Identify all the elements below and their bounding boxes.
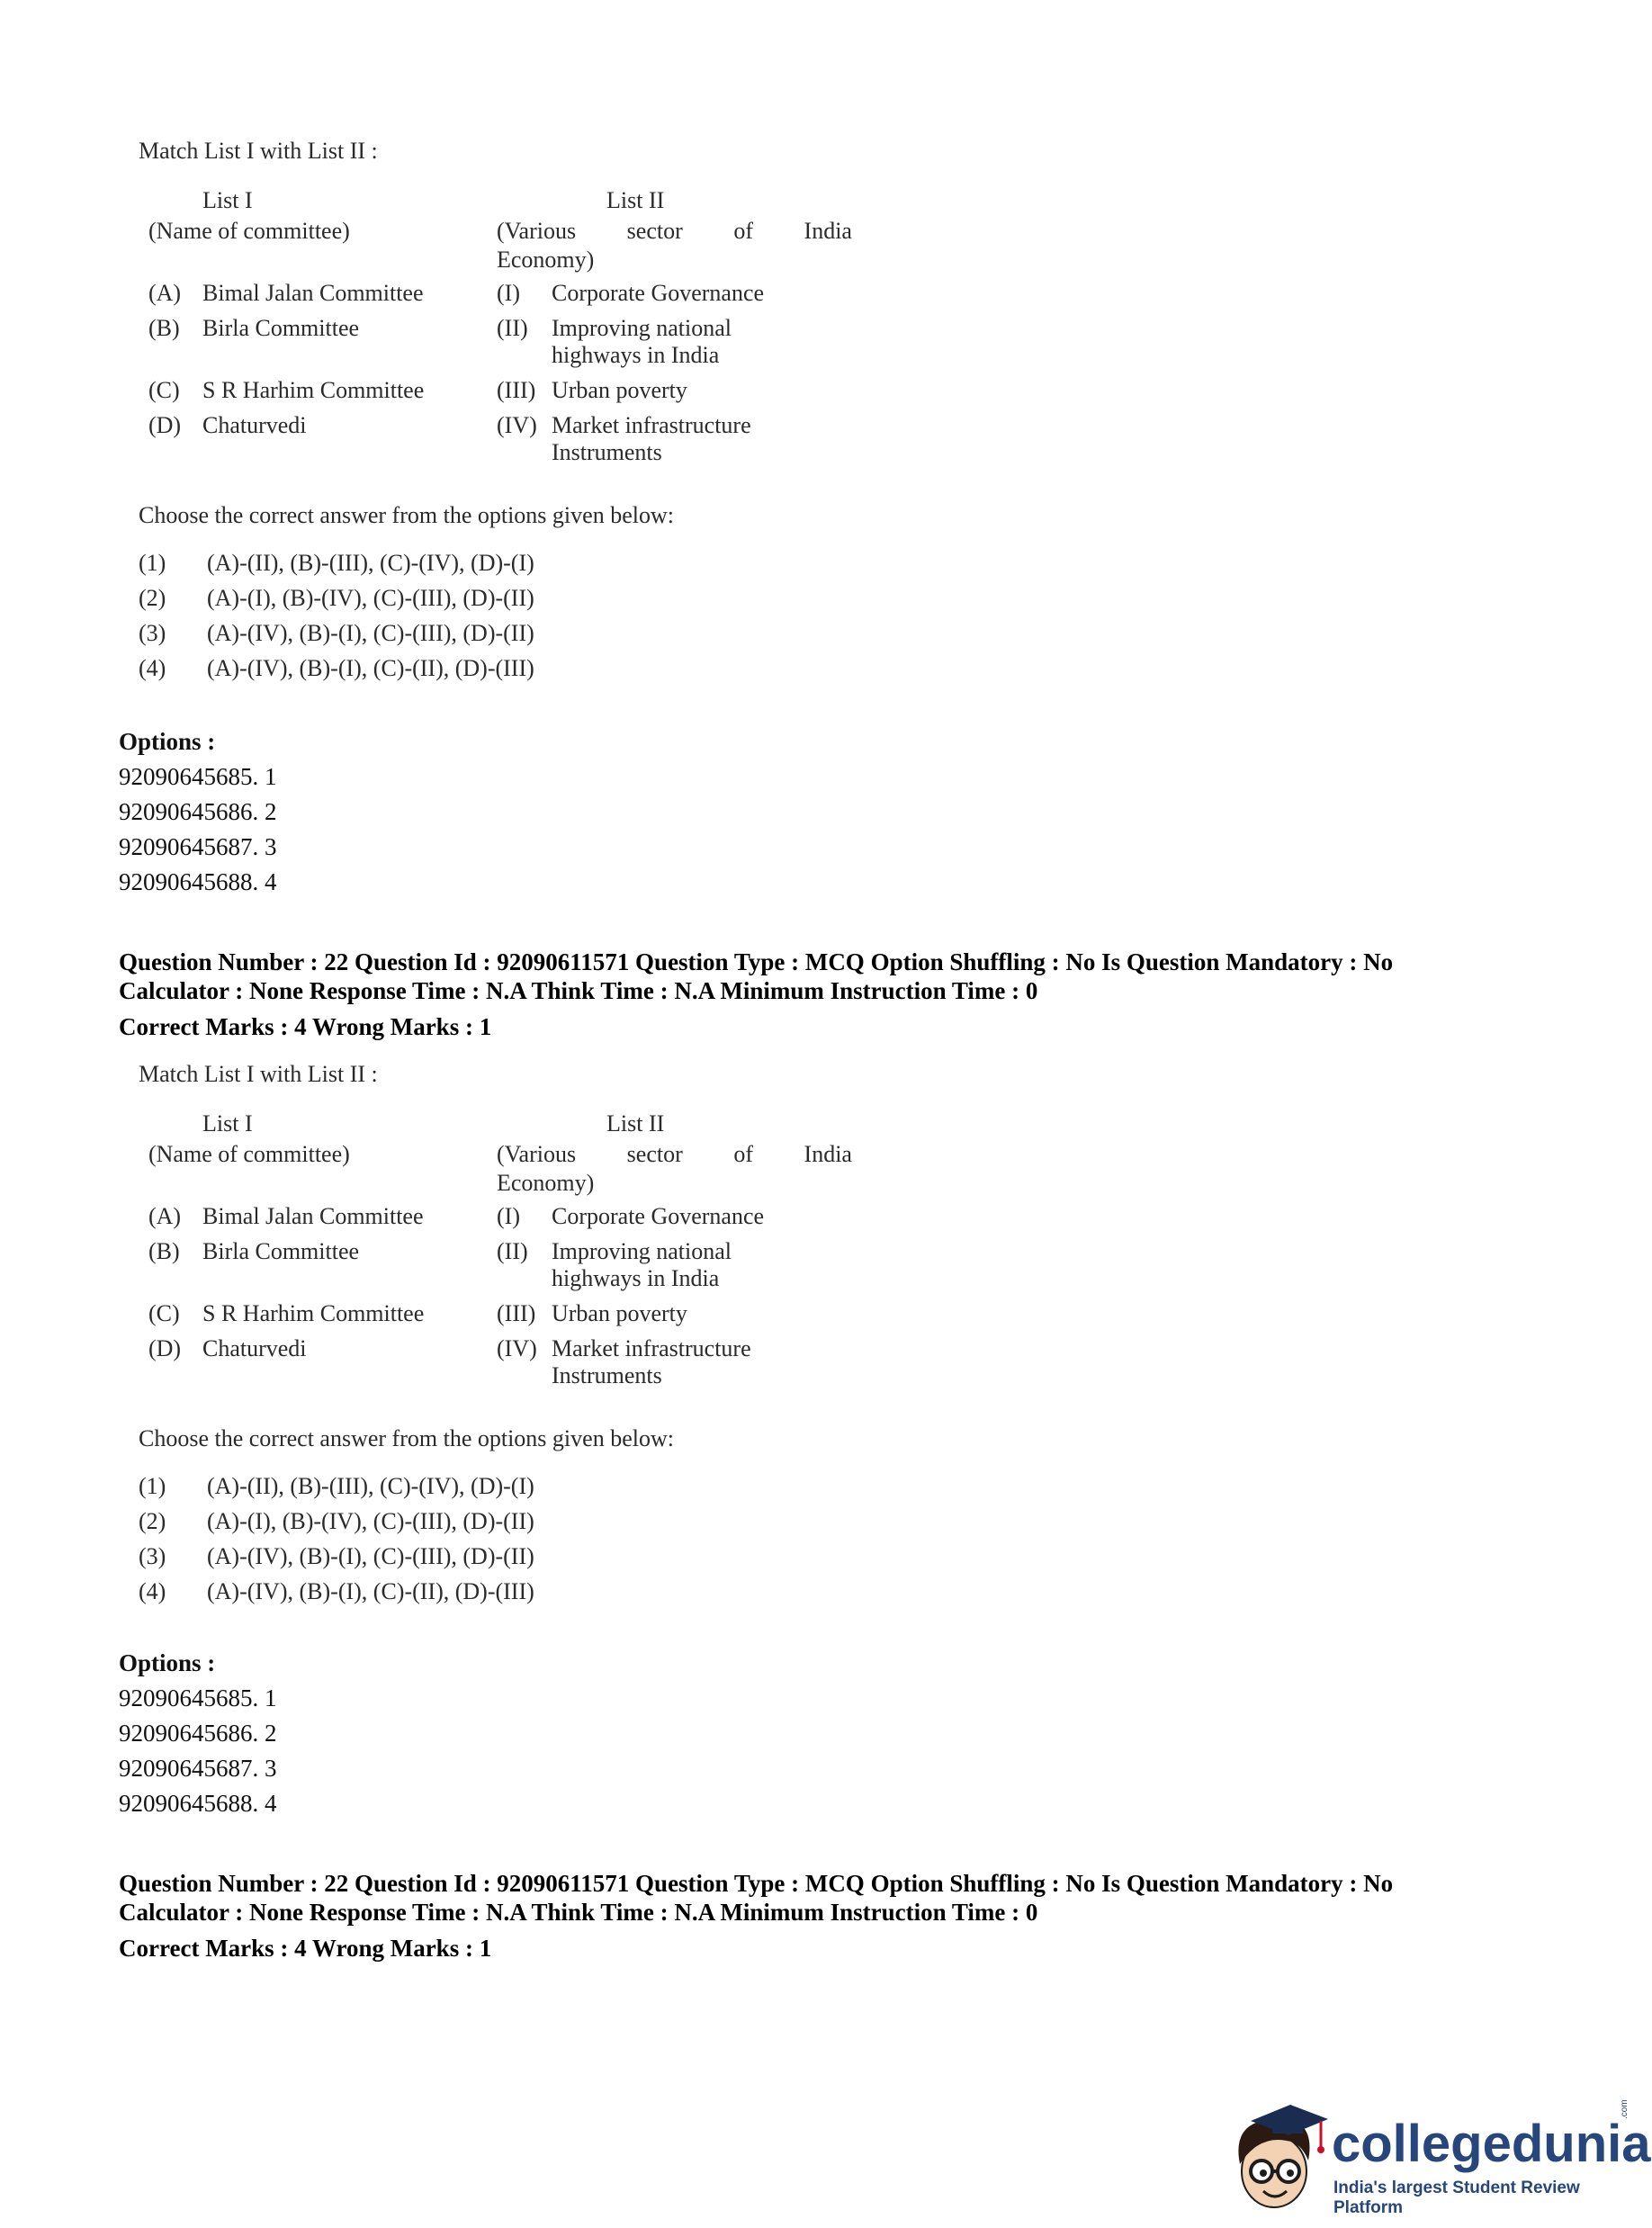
question-image-2 — [119, 1058, 1540, 1616]
options-list-1 — [119, 724, 1540, 900]
row-iv-text: Market infrastructure — [552, 412, 751, 438]
option-item: 92090645687. 3 — [119, 1755, 277, 1782]
list2-subtitle-word: India — [804, 218, 852, 244]
list2-subtitle-word: (Various — [497, 1141, 577, 1167]
option-item: 92090645686. 2 — [119, 798, 277, 825]
option-item: 92090645685. 1 — [119, 1684, 277, 1711]
question-intro: Match List I with List II : — [139, 1061, 378, 1087]
list2-subtitle-word: of — [733, 1141, 753, 1167]
list2-subtitle-line2: Economy) — [497, 1170, 595, 1196]
row-iv-code: (IV) — [497, 1335, 537, 1361]
choice-text: (A)-(IV), (B)-(I), (C)-(III), (D)-(II) — [207, 620, 534, 646]
options-list-2 — [119, 1646, 1540, 1821]
meta-line-1: Question Number : 22 Question Id : 92090611571 Question Type : MCQ Option Shuffling : No Is Question Mandatory : No — [119, 1870, 1394, 1897]
choose-instruction: Choose the correct answer from the options given below: — [139, 502, 674, 528]
row-c-text: S R Harhim Committee — [202, 377, 425, 403]
list2-subtitle-line2: Economy) — [497, 247, 595, 273]
row-iv-text-line2: Instruments — [552, 1362, 662, 1388]
meta-line-2: Calculator : None Response Time : N.A Think Time : N.A Minimum Instruction Time : 0 — [119, 1899, 1038, 1926]
choice-num: (3) — [139, 620, 166, 646]
row-a-code: (A) — [148, 1203, 182, 1229]
choice-text: (A)-(I), (B)-(IV), (C)-(III), (D)-(II) — [207, 1508, 534, 1534]
row-ii-code: (II) — [497, 315, 528, 341]
choose-instruction: Choose the correct answer from the options given below: — [139, 1425, 674, 1451]
row-ii-text-line2: highways in India — [552, 1265, 720, 1291]
row-a-code: (A) — [148, 280, 182, 306]
row-c-code: (C) — [148, 377, 180, 403]
row-iv-text: Market infrastructure — [552, 1335, 751, 1361]
options-label: Options : — [119, 728, 216, 755]
list2-subtitle-word: (Various — [497, 218, 577, 244]
brand-tagline: India's largest Student Review Platform — [1333, 2179, 1580, 2217]
list2-subtitle-word: sector — [626, 1141, 683, 1167]
meta-line-1: Question Number : 22 Question Id : 92090611571 Question Type : MCQ Option Shuffling : No Is Question Mandatory : No — [119, 948, 1394, 975]
list2-title: List II — [606, 187, 665, 213]
option-item: 92090645688. 4 — [119, 1790, 277, 1817]
list2-subtitle-word: India — [804, 1141, 852, 1167]
brand-name: collegedunia — [1332, 2115, 1651, 2173]
choice-text: (A)-(IV), (B)-(I), (C)-(II), (D)-(III) — [207, 655, 534, 681]
list2-subtitle-word: sector — [626, 218, 683, 244]
row-iv-code: (IV) — [497, 412, 537, 438]
list2-subtitle — [497, 1143, 852, 1166]
choice-num: (2) — [139, 585, 166, 611]
row-c-text: S R Harhim Committee — [202, 1300, 425, 1326]
row-d-code: (D) — [148, 1335, 182, 1361]
option-item: 92090645687. 3 — [119, 833, 277, 860]
row-a-text: Bimal Jalan Committee — [202, 1203, 424, 1229]
row-iii-text: Urban poverty — [552, 1300, 687, 1326]
row-iii-text: Urban poverty — [552, 377, 687, 403]
row-ii-text-line2: highways in India — [552, 342, 720, 368]
choice-num: (4) — [139, 1578, 166, 1604]
row-iv-text-line2: Instruments — [552, 439, 662, 465]
question-image-1 — [119, 135, 1540, 693]
list2-subtitle — [497, 220, 852, 243]
list1-subtitle: (Name of committee) — [148, 1141, 350, 1167]
row-i-text: Corporate Governance — [552, 280, 765, 306]
list2-subtitle-word: of — [733, 218, 753, 244]
row-ii-text: Improving national — [552, 1238, 732, 1264]
choice-num: (4) — [139, 655, 166, 681]
list1-subtitle: (Name of committee) — [148, 218, 350, 244]
choice-text: (A)-(II), (B)-(III), (C)-(IV), (D)-(I) — [207, 1473, 534, 1499]
row-i-code: (I) — [497, 280, 520, 306]
option-item: 92090645685. 1 — [119, 763, 277, 790]
option-item: 92090645688. 4 — [119, 868, 277, 895]
row-i-text: Corporate Governance — [552, 1203, 765, 1229]
choice-num: (3) — [139, 1543, 166, 1569]
option-item: 92090645686. 2 — [119, 1720, 277, 1747]
choice-num: (1) — [139, 550, 166, 576]
meta-line-3: Correct Marks : 4 Wrong Marks : 1 — [119, 1013, 492, 1040]
meta-line-3: Correct Marks : 4 Wrong Marks : 1 — [119, 1935, 492, 1962]
list1-title: List I — [202, 1110, 253, 1136]
row-b-text: Birla Committee — [202, 1238, 360, 1264]
choice-text: (A)-(IV), (B)-(I), (C)-(II), (D)-(III) — [207, 1578, 534, 1604]
mascot-icon — [1224, 2101, 1330, 2218]
row-iii-code: (III) — [497, 1300, 536, 1326]
list1-title: List I — [202, 187, 253, 213]
row-d-text: Chaturvedi — [202, 412, 307, 438]
row-b-code: (B) — [148, 315, 180, 341]
row-d-code: (D) — [148, 412, 182, 438]
choice-text: (A)-(IV), (B)-(I), (C)-(III), (D)-(II) — [207, 1543, 534, 1569]
row-b-text: Birla Committee — [202, 315, 360, 341]
row-ii-code: (II) — [497, 1238, 528, 1264]
list2-title: List II — [606, 1110, 665, 1136]
brand-dotcom: .com — [1620, 2099, 1630, 2119]
row-b-code: (B) — [148, 1238, 180, 1264]
choice-num: (1) — [139, 1473, 166, 1499]
question-meta-2 — [119, 1869, 1540, 1963]
row-a-text: Bimal Jalan Committee — [202, 280, 424, 306]
question-meta-1 — [119, 948, 1540, 1041]
row-i-code: (I) — [497, 1203, 520, 1229]
row-d-text: Chaturvedi — [202, 1335, 307, 1361]
collegedunia-logo — [1224, 2099, 1651, 2218]
choice-text: (A)-(I), (B)-(IV), (C)-(III), (D)-(II) — [207, 585, 534, 611]
row-ii-text: Improving national — [552, 315, 732, 341]
row-iii-code: (III) — [497, 377, 536, 403]
choice-num: (2) — [139, 1508, 166, 1534]
row-c-code: (C) — [148, 1300, 180, 1326]
choice-text: (A)-(II), (B)-(III), (C)-(IV), (D)-(I) — [207, 550, 534, 576]
meta-line-2: Calculator : None Response Time : N.A Think Time : N.A Minimum Instruction Time : 0 — [119, 977, 1038, 1004]
options-label: Options : — [119, 1649, 216, 1676]
question-intro: Match List I with List II : — [139, 138, 378, 164]
